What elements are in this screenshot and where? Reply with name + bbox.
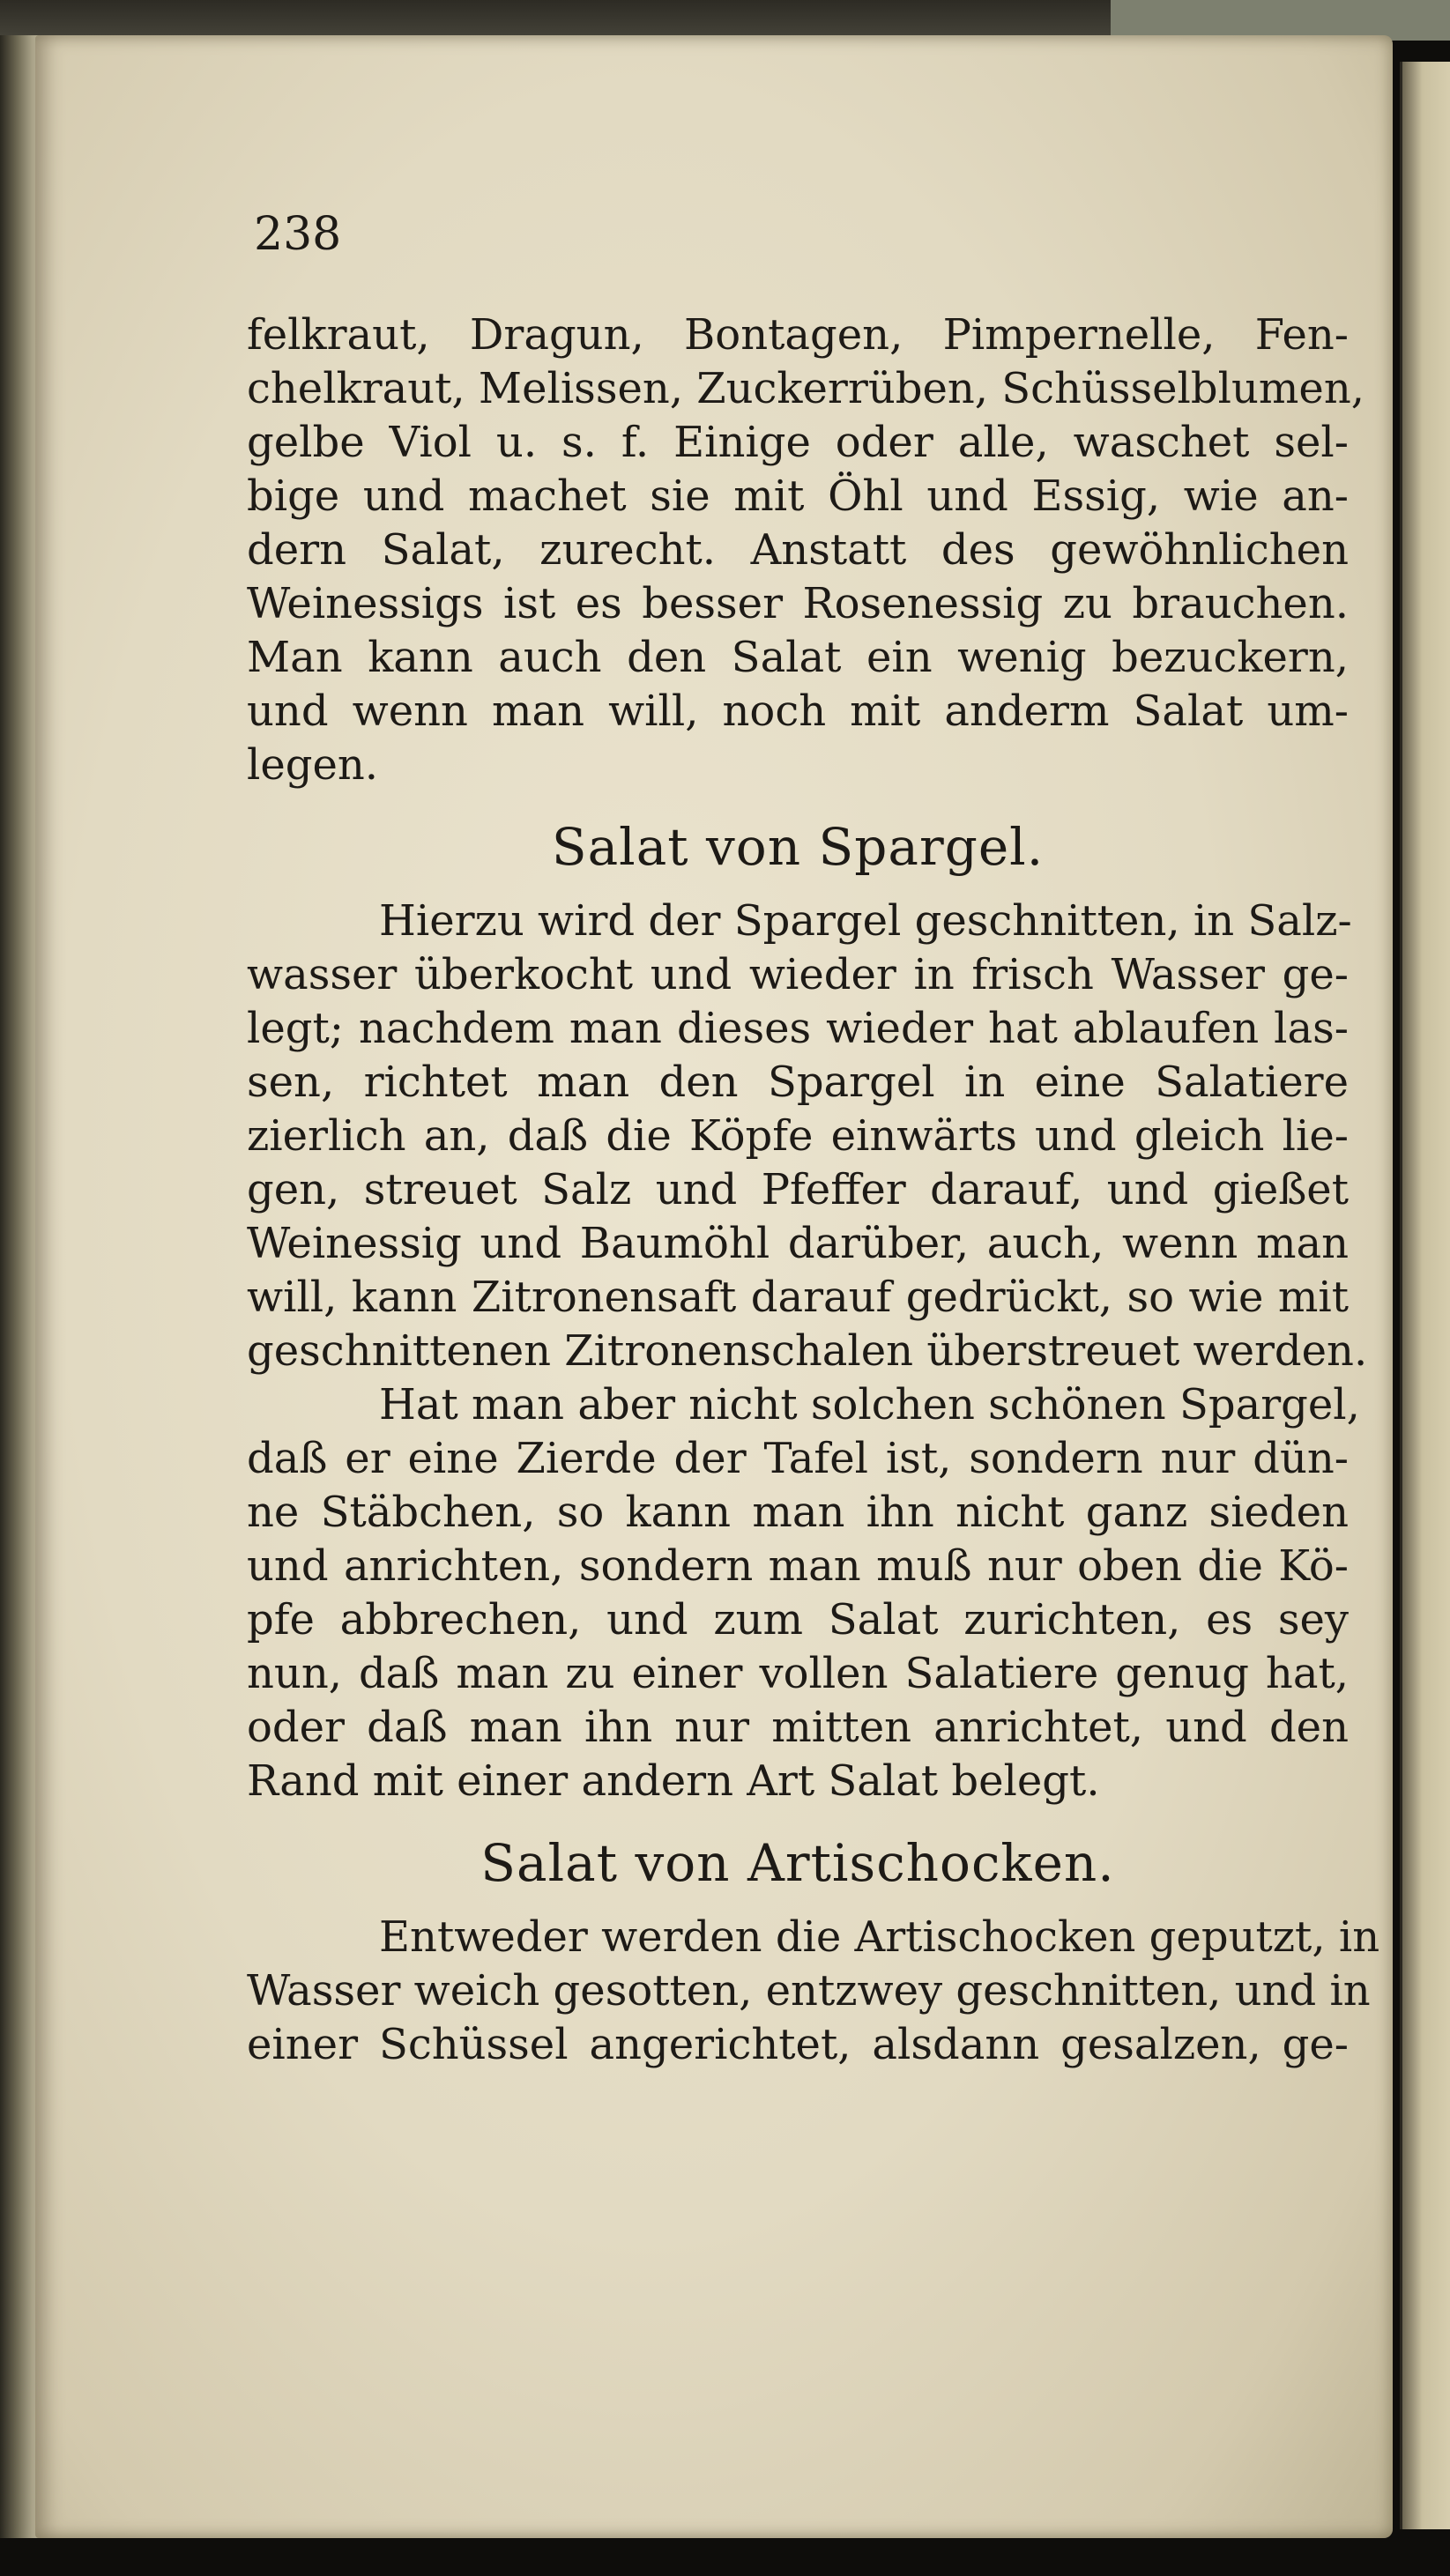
text-line: geschnittenen Zitronenschalen überstreuet werden. (247, 1326, 1368, 1376)
text-line: bige und machet sie mit Öhl und Essig, wie an- (247, 471, 1349, 521)
text-line: chelkraut, Melissen, Zuckerrüben, Schüsselblumen, (247, 364, 1364, 413)
text-line: einer Schüssel angerichtet, alsdann gesalzen, ge- (247, 2020, 1349, 2069)
text-line: Weinessigs ist es besser Rosenessig zu brauchen. (247, 579, 1349, 628)
text-line: gelbe Viol u. s. f. Einige oder alle, waschet sel- (247, 418, 1349, 467)
text-line: Hat man aber nicht solchen schönen Spargel, (379, 1380, 1360, 1429)
paragraph-1 (247, 308, 1364, 792)
text-line: sen, richtet man den Spargel in eine Salatiere (247, 1058, 1349, 1107)
top-spacer (247, 220, 1349, 308)
page-text (247, 220, 1380, 2072)
text-line: dern Salat, zurecht. Anstatt des gewöhnlichen (247, 525, 1349, 575)
page-number: 238 (254, 208, 342, 261)
text-line: nun, daß man zu einer vollen Salatiere genug hat, (247, 1649, 1349, 1698)
text-line: pfe abbrechen, und zum Salat zurichten, es sey (247, 1595, 1349, 1644)
text-line: Hierzu wird der Spargel geschnitten, in Salz- (379, 896, 1352, 946)
text-line: Weinessig und Baumöhl darüber, auch, wenn man (247, 1219, 1349, 1268)
text-line: felkraut, Dragun, Bontagen, Pimpernelle, Fen- (247, 310, 1349, 360)
text-line: legt; nachdem man dieses wieder hat ablaufen las- (247, 1004, 1349, 1053)
text-line: und wenn man will, noch mit anderm Salat um- (247, 687, 1349, 736)
section-heading-spargel: Salat von Spargel. (551, 817, 1045, 877)
text-line: daß er eine Zierde der Tafel ist, sondern nur dün- (247, 1434, 1349, 1483)
text-line: Wasser weich gesotten, entzwey geschnitten, und in (247, 1966, 1371, 2016)
text-line: gen, streuet Salz und Pfeffer darauf, und gießet (247, 1165, 1349, 1214)
text-line: und anrichten, sondern man muß nur oben die Kö- (247, 1541, 1349, 1591)
section-heading-artischocken: Salat von Artischocken. (480, 1833, 1115, 1893)
text-line: zierlich an, daß die Köpfe einwärts und gleich lie- (247, 1111, 1349, 1161)
text-line: will, kann Zitronensaft darauf gedrückt, so wie mit (247, 1273, 1349, 1322)
text-line: Entweder werden die Artischocken geputzt, in (379, 1912, 1380, 1962)
next-page-edge (1400, 62, 1450, 2529)
text-line: oder daß man ihn nur mitten anrichtet, und den (247, 1703, 1349, 1752)
paragraph-3 (247, 1378, 1360, 1808)
text-line: legen. (247, 740, 379, 790)
text-line: Rand mit einer andern Art Salat belegt. (247, 1756, 1100, 1806)
text-line: ne Stäbchen, so kann man ihn nicht ganz sieden (247, 1488, 1349, 1537)
text-line: Man kann auch den Salat ein wenig bezuckern, (247, 633, 1349, 682)
text-line: wasser überkocht und wieder in frisch Wasser ge- (247, 950, 1349, 999)
paragraph-4 (247, 1911, 1380, 2072)
paragraph-2 (247, 895, 1368, 1378)
